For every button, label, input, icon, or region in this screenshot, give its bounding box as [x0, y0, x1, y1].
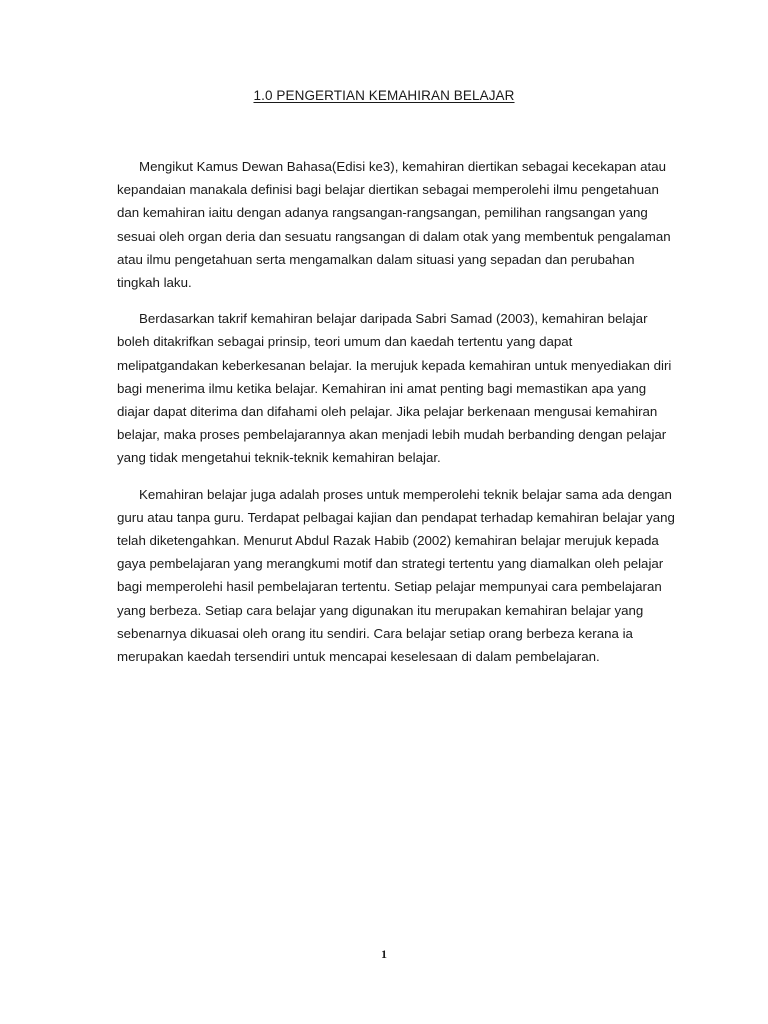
page-number: 1: [381, 947, 387, 961]
paragraph-sabri-samad: Berdasarkan takrif kemahiran belajar daripada Sabri Samad (2003), kemahiran belajar boleh ditakrifkan sebagai prinsip, teori umum dan kaedah tertentu yang dapat melipatgandakan keberkesanan belajar. Ia merujuk kepada kemahiran untuk menyediakan diri bagi menerima ilmu ketika belajar. Kemahiran ini amat penting bagi memastikan apa yang diajar dapat diterima dan difahami oleh pelajar. Jika pelajar berkenaan mengusai kemahiran belajar, maka proses pembelajarannya akan menjadi lebih mudah berbanding dengan pelajar yang tidak mengetahui teknik-teknik kemahiran belajar.: [117, 311, 672, 466]
document-body: [117, 155, 675, 681]
paragraph-abdul-razak-habib: Kemahiran belajar juga adalah proses untuk memperolehi teknik belajar sama ada dengan guru atau tanpa guru. Terdapat pelbagai kajian dan pendapat terhadap kemahiran belajar yang telah diketengahkan. Menurut Abdul Razak Habib (2002) kemahiran belajar merujuk kepada gaya pembelajaran yang merangkumi motif dan strategi tertentu yang diamalkan oleh pelajar bagi memperolehi hasil pembelajaran tertentu. Setiap pelajar mempunyai cara pembelajaran yang berbeza. Setiap cara belajar yang digunakan itu merupakan kemahiran belajar yang sebenarnya dikuasai oleh orang itu sendiri. Cara belajar setiap orang berbeza kerana ia merupakan kaedah tersendiri untuk mencapai keselesaan di dalam pembelajaran.: [117, 486, 675, 665]
paragraph-definition: Mengikut Kamus Dewan Bahasa(Edisi ke3), kemahiran diertikan sebagai kecekapan atau kepandaian manakala definisi bagi belajar diertikan sebagai memperolehi ilmu pengetahuan dan kemahiran iaitu dengan adanya rangsangan-rangsangan, pemilihan rangsangan yang sesuai oleh organ deria dan sesuatu rangsangan di dalam otak yang membentuk pengalaman atau ilmu pengetahuan serta mengamalkan dalam situasi yang sepadan dan perubahan tingkah laku.: [117, 159, 671, 291]
section-title: 1.0 PENGERTIAN KEMAHIRAN BELAJAR: [253, 88, 515, 103]
